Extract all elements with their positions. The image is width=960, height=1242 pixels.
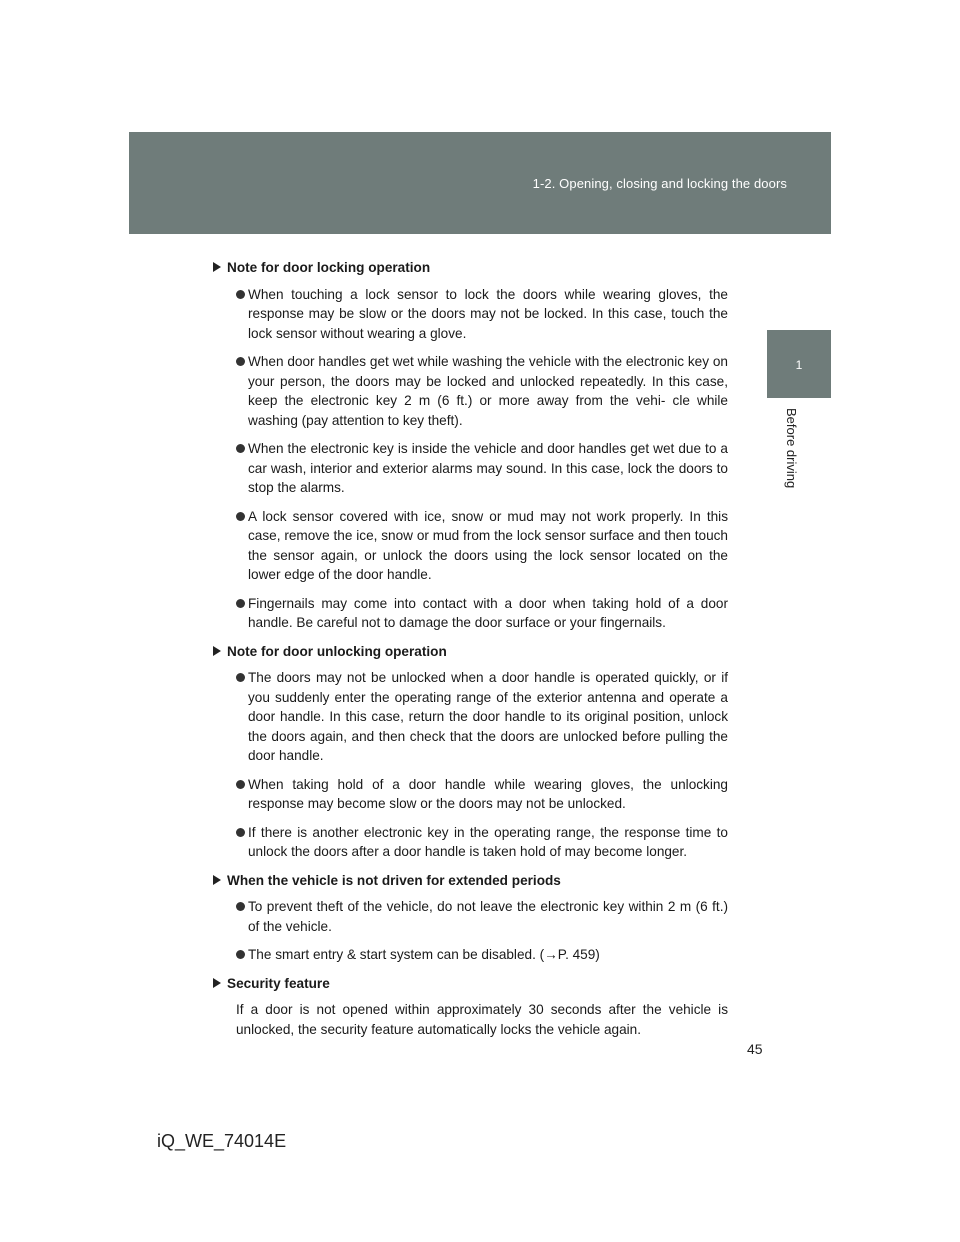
bullet-dot-icon <box>236 673 245 682</box>
chapter-tab <box>767 330 831 398</box>
bullet-dot-icon <box>236 950 245 959</box>
bullet-dot-icon <box>236 512 245 521</box>
section-paragraph: If a door is not opened within approximately 30 seconds after the vehicle is unlocked, the security feature automatically locks the vehicle again. <box>236 1002 728 1037</box>
page-content <box>213 258 728 1048</box>
list-item: If there is another electronic key in the operating range, the response time to unlock the doors after a door handle is taken hold of may become longer. <box>213 823 728 862</box>
chapter-number: 1 <box>795 358 803 372</box>
bullet-dot-icon <box>236 780 245 789</box>
bullet-dot-icon <box>236 828 245 837</box>
triangle-bullet-icon <box>213 875 221 885</box>
section-title: Security feature <box>213 974 728 994</box>
list-item: When door handles get wet while washing the vehicle with the electronic key on your person, the doors may be locked and unlocked repeatedly. In this case, keep the electronic key 2 m (6 ft.) or more away from the vehi- cle while washing (pay attention to key theft). <box>213 352 728 430</box>
list-item: The smart entry & start system can be disabled. (→P. 459) <box>213 945 728 965</box>
list-item: When the electronic key is inside the vehicle and door handles get wet due to a car wash, interior and exterior alarms may sound. In this case, lock the doors to stop the alarms. <box>213 439 728 498</box>
chapter-header <box>129 132 831 234</box>
list-item: When touching a lock sensor to lock the doors while wearing gloves, the response may be slow or the doors may not be locked. In this case, touch the lock sensor without wearing a glove. <box>213 285 728 344</box>
triangle-bullet-icon <box>213 978 221 988</box>
chapter-side-label: Before driving <box>784 408 799 489</box>
list-item: To prevent theft of the vehicle, do not leave the electronic key within 2 m (6 ft.) of the vehicle. <box>213 897 728 936</box>
bullet-dot-icon <box>236 902 245 911</box>
page-number: 45 <box>747 1041 763 1057</box>
bullet-dot-icon <box>236 290 245 299</box>
list-item: The doors may not be unlocked when a door handle is operated quickly, or if you suddenly enter the operating range of the exterior antenna and operate a door handle. In this case, return the door handle to its original position, unlock the doors again, and then check that the doors are unlocked before pulling the door handle. <box>213 668 728 766</box>
section-title: When the vehicle is not driven for extended periods <box>213 871 728 891</box>
triangle-bullet-icon <box>213 262 221 272</box>
triangle-bullet-icon <box>213 646 221 656</box>
list-item: When taking hold of a door handle while wearing gloves, the unlocking response may become slow or the doors may not be unlocked. <box>213 775 728 814</box>
bullet-dot-icon <box>236 357 245 366</box>
bullet-dot-icon <box>236 444 245 453</box>
document-code: iQ_WE_74014E <box>157 1131 287 1151</box>
section-title: Note for door unlocking operation <box>213 642 728 662</box>
chapter-title: 1-2. Opening, closing and locking the doors <box>532 176 787 191</box>
list-item: A lock sensor covered with ice, snow or mud may not work properly. In this case, remove the ice, snow or mud from the lock sensor surface and then touch the sensor again, or unlock the doors using the lock sensor located on the lower edge of the door handle. <box>213 507 728 585</box>
bullet-dot-icon <box>236 599 245 608</box>
list-item: Fingernails may come into contact with a door when taking hold of a door handle. Be careful not to damage the door surface or your fingernails. <box>213 594 728 633</box>
section-title: Note for door locking operation <box>213 258 728 278</box>
